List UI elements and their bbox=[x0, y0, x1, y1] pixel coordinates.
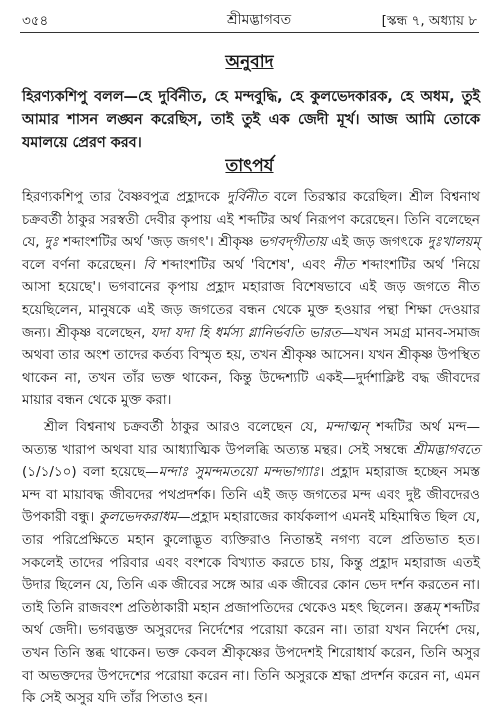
purport-heading: তাৎপর্য bbox=[225, 156, 274, 176]
purport-paragraph-2-text bbox=[22, 419, 480, 706]
translation-text: হিরণ্যকশিপু বলল—হে দুর্বিনীত, হে মন্দবুদ্ধি, হে কুলভেদকারক, হে অধম, তুই আমার শাসন লঙ্ঘন করেছিস, তাই তুই এক জেদী মূর্খ। আজ আমি তোকে যমালয়ে প্রেরণ করব। bbox=[22, 89, 480, 151]
italic-term: নীত bbox=[332, 256, 355, 273]
purport-paragraph-1-text bbox=[22, 189, 480, 408]
purport-paragraph-2 bbox=[22, 416, 480, 710]
text-run: শব্দাংশটির অর্থ 'নিয়ে আসা হয়েছে'। ভগবানের কৃপায় প্রহ্লাদ মহারাজ বিশেষভাবে এই জড় জগতে নীত হয়েছিলেন, মানুষকে এই জড় জগতের বন্ধন থেকে মুক্ত হওয়ার পন্থা শিক্ষা দেওয়ার জন্য। শ্রীকৃষ্ণ বলেছেন, bbox=[22, 256, 480, 341]
text-run: । প্রহ্লাদ মহারাজ হচ্ছেন সমস্ত মন্দ বা মায়াবদ্ধ জীবদের পথপ্রদর্শক। তিনি এই জড় জগতের মন্দ এবং দুষ্ট জীবদেরও উপকারী বন্ধু। bbox=[22, 464, 480, 526]
italic-term: শ্রীমদ্ভাগবতে bbox=[412, 441, 480, 458]
text-run: —যখন সমগ্র মানব-সমাজ অথবা তার অংশ তাদের কর্তব্য বিস্মৃত হয়, তখন শ্রীকৃষ্ণ আসেন। যখন শ্রীকৃষ্ণ উপস্থিত থাকেন না, তখন তাঁর ভক্ত থাকেন, কিন্তু উদ্দেশ্যটি একই—দুর্দশাক্লিষ্ট বদ্ধ জীবদের মায়ার বন্ধন থেকে মুক্ত করা। bbox=[22, 324, 480, 409]
italic-term: দুঃখালয়ম্ bbox=[427, 234, 480, 251]
italic-term: মন্দাঃ সুমন্দমতয়ো মন্দভাগ্যাঃ bbox=[158, 464, 320, 481]
text-run: শব্দাংশটির অর্থ 'জড় জগৎ'। শ্রীকৃষ্ণ bbox=[58, 234, 259, 251]
text-run: শ্রীল বিশ্বনাথ চক্রবর্তী ঠাকুর আরও বলেছেন যে, bbox=[44, 419, 326, 435]
text-run: শব্দটির অর্থ মন্দ—অত্যন্ত খারাপ অথবা যার আধ্যাত্মিক উপলব্ধি অত্যন্ত মন্থর। সেই সম্বন্ধে bbox=[22, 419, 480, 458]
purport-paragraph-1 bbox=[22, 186, 480, 412]
italic-term: যদা যদা হি ধর্মস্য গ্লানির্ভবতি ভারত bbox=[150, 324, 341, 341]
text-run: বলে তিরস্কার করেছিল। শ্রীল বিশ্বনাথ চক্রবর্তী ঠাকুর সরস্বতী দেবীর কৃপায় এই শব্দটির অর্থ নিরূপণ করেছেন। তিনি বলেছেন যে, bbox=[22, 189, 480, 251]
italic-term: স্তব্ধম্ bbox=[412, 599, 440, 616]
canto-chapter-reference: [স্কন্ধ ৭, অধ্যায় ৮ bbox=[381, 13, 477, 29]
text-run: —প্রহ্লাদ মহারাজের কার্যকলাপ এমনই মহিমান্বিত ছিল যে, তার পরিপ্রেক্ষিতে মহান কুলোদ্ভূত ব্যক্তিরাও নিতান্তই নগণ্য বলে প্রতিভাত হত। সকলেই তাদের পরিবার এবং বংশকে বিখ্যাত করতে চায়, কিন্তু প্রহ্লাদ মহারাজ এতই উদার ছিলেন যে, তিনি এক জীবের সঙ্গে আর এক জীবের কোন ভেদ দর্শন করতেন না। তাই তিনি রাজবংশ প্রতিষ্ঠাকারী মহান প্রজাপতিদের থেকেও মহৎ ছিলেন। bbox=[22, 509, 480, 616]
header-rule bbox=[20, 32, 479, 33]
italic-term: দুঃ bbox=[44, 234, 59, 251]
translation-heading: অনুবাদ bbox=[225, 52, 274, 72]
book-title: শ্রীমদ্ভাগবত bbox=[227, 12, 292, 28]
italic-term: বি bbox=[143, 256, 155, 273]
text-run: শব্দটির অর্থ জেদী। ভগবদ্ভক্ত অসুরদের নির্দেশের পরোয়া করেন না। তারা যখন নির্দেশ দেয়, তখন তিনি স্তব্ধ থাকেন। ভক্ত কেবল শ্রীকৃষ্ণের উপদেশই শিরোধার্য করেন, তিনি অসুর বা অভক্তদের উপদেশের পরোয়া করেন না। তিনি অসুরকে শ্রদ্ধা প্রদর্শন করেন না, এমন কি সেই অসুর যদি তাঁর পিতাও হন। bbox=[22, 599, 480, 707]
running-header bbox=[22, 8, 477, 32]
text-run: এই জড় জগৎকে bbox=[326, 234, 428, 251]
italic-term: ভগবদ্‌গীতায় bbox=[258, 234, 327, 251]
italic-term: দুর্বিনীত bbox=[226, 189, 268, 205]
italic-term: মন্দাত্মন্ bbox=[325, 419, 369, 435]
text-run: হিরণ্যকশিপু তার বৈষ্ণবপুত্র প্রহ্লাদকে bbox=[22, 189, 227, 205]
text-run: বলে বর্ণনা করেছেন। bbox=[22, 256, 144, 273]
text-run: (১/১/১০) বলা হয়েছে— bbox=[22, 464, 159, 481]
page-number: ৩৫৪ bbox=[22, 13, 49, 29]
text-run: শব্দাংশটির অর্থ 'বিশেষ', এবং bbox=[154, 256, 333, 273]
italic-term: কুলভেদকরাধম bbox=[99, 509, 177, 526]
